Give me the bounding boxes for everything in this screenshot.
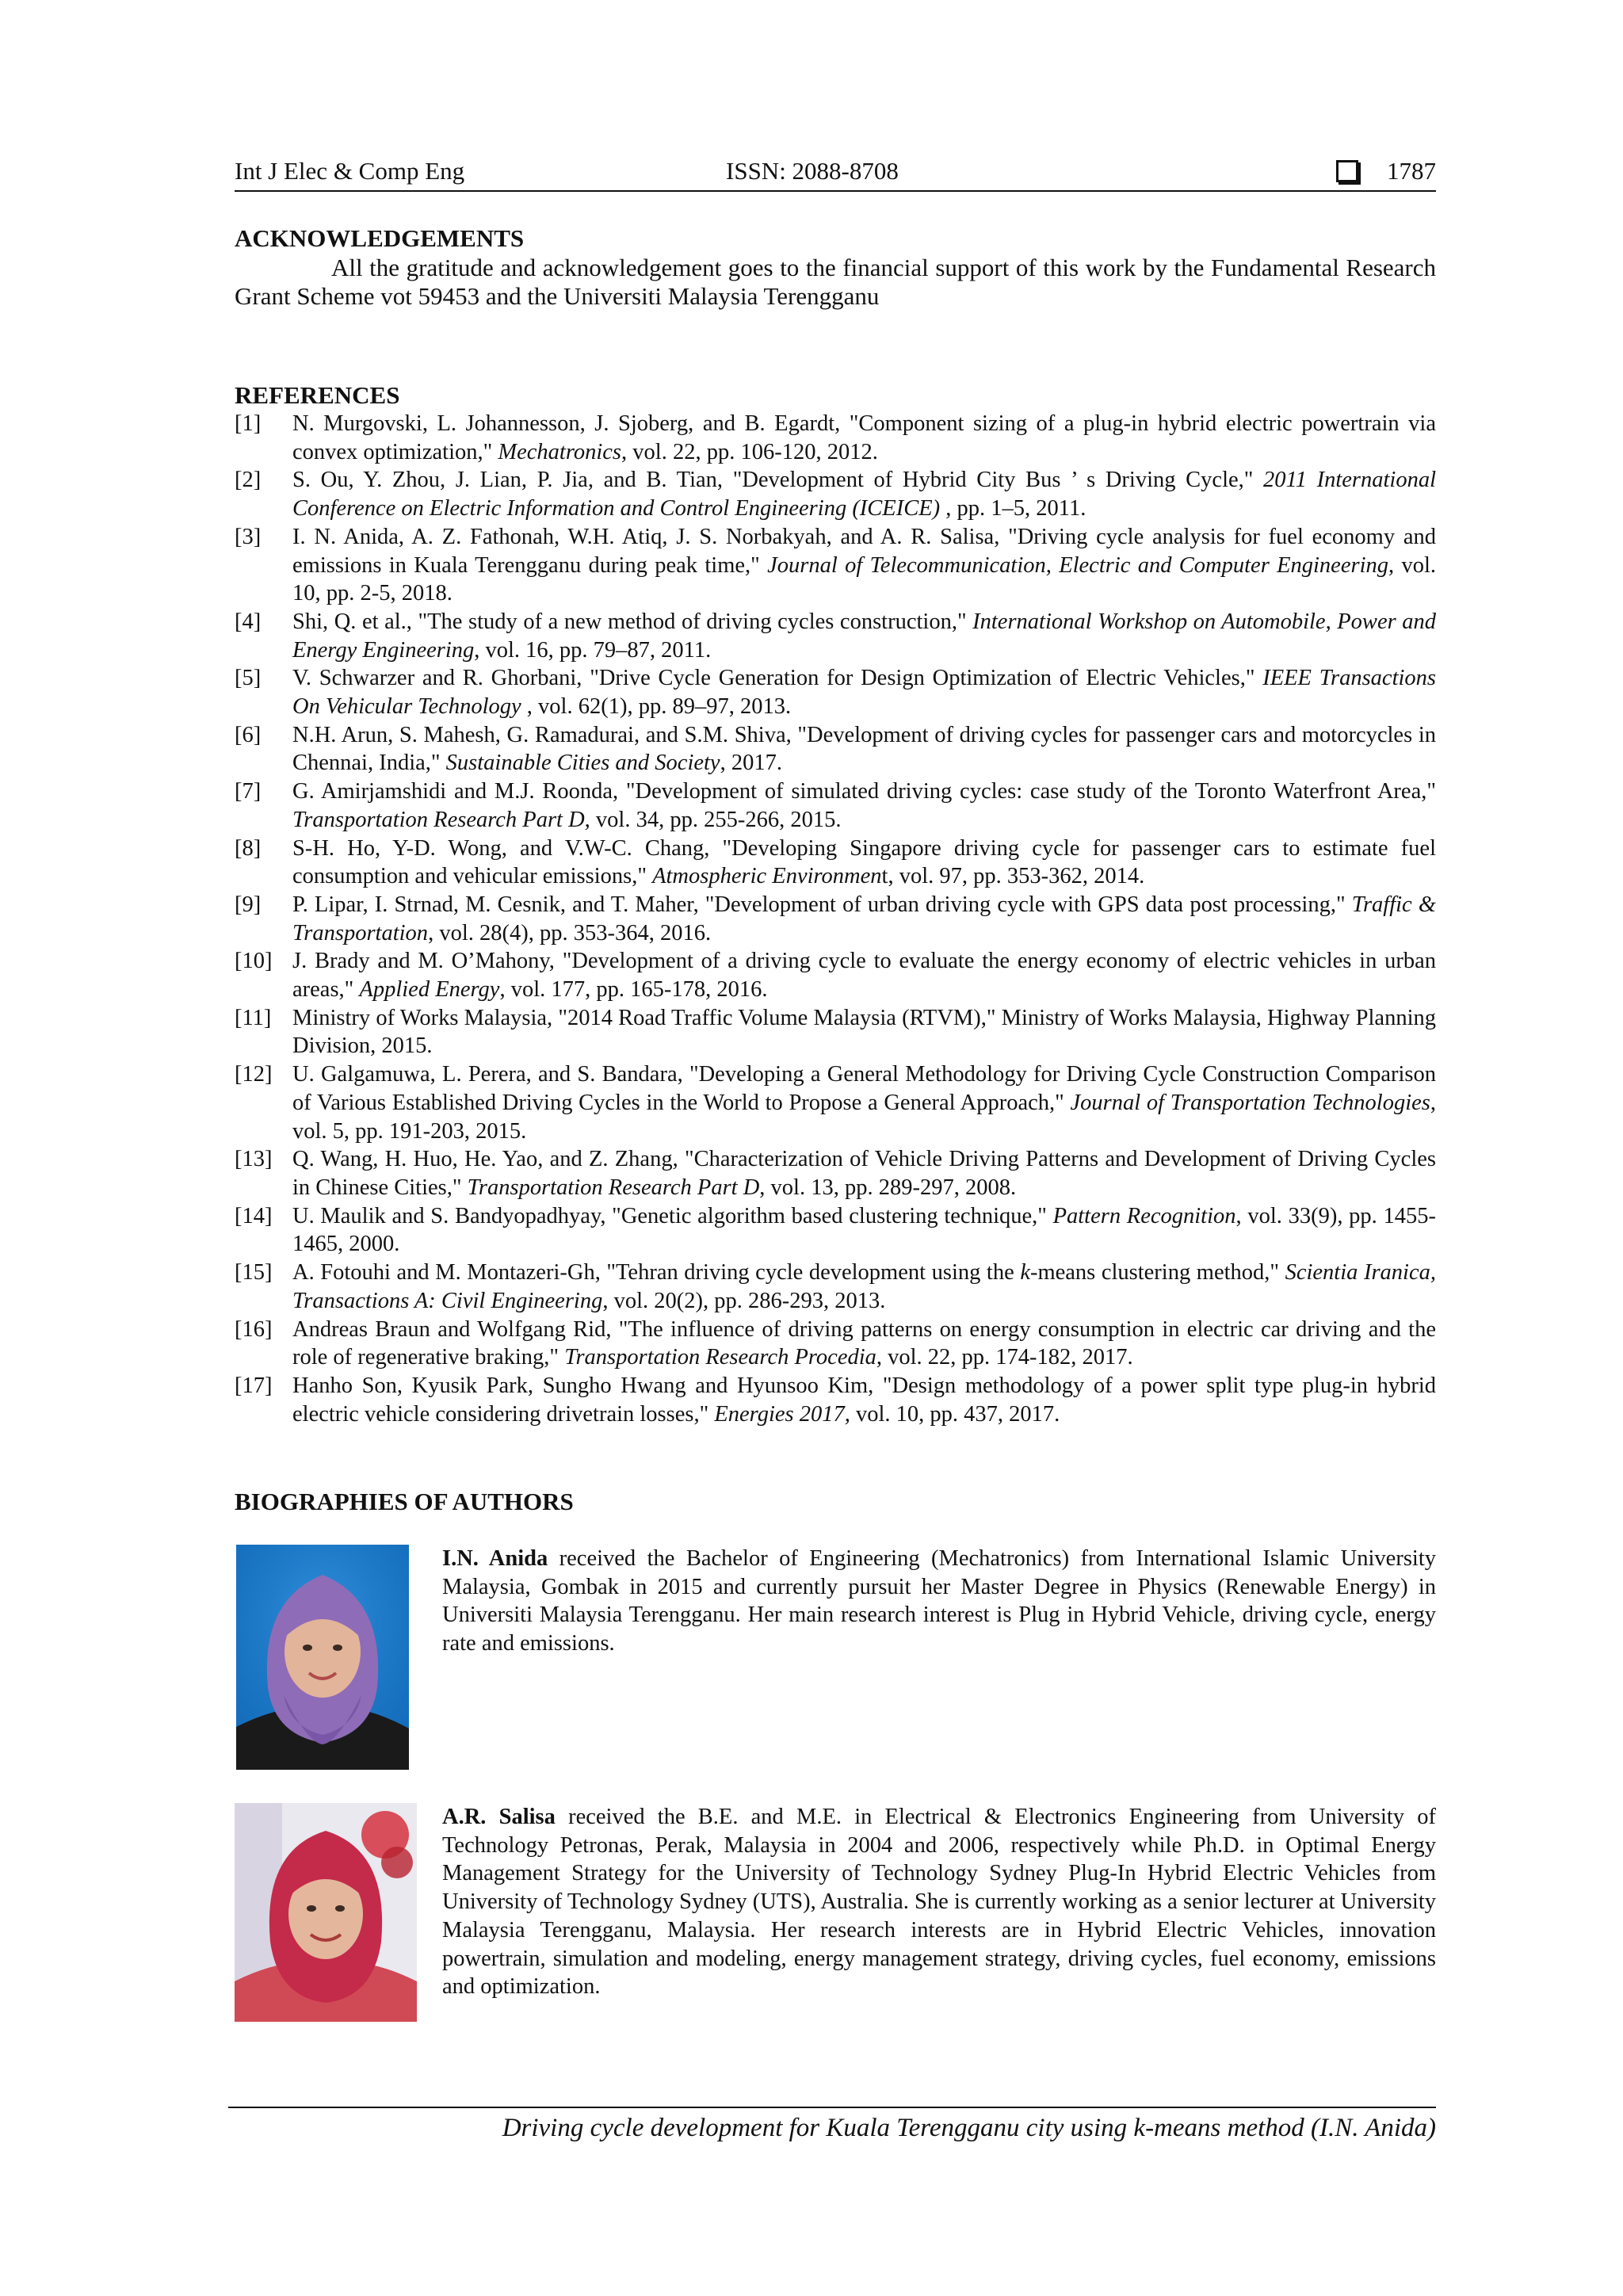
journal-name: Int J Elec & Comp Eng — [235, 157, 465, 185]
portrait-image — [235, 1803, 417, 2022]
reference-item — [235, 466, 1436, 522]
reference-text: G. Amirjamshidi and M.J. Roonda, "Development of simulated driving cycles: case study of the Toronto Waterfront Area," Transportation Research Part D, vol. 34, pp. 255-266, 2015. — [292, 779, 1436, 832]
reference-item — [235, 1004, 1436, 1060]
reference-text: S-H. Ho, Y-D. Wong, and V.W-C. Chang, "Developing Singapore driving cycle for passenger cars to estimate fuel consumption and vehicular emissions," Atmospheric Environment, vol. 97, pp. 353-362, 2014. — [292, 835, 1436, 889]
reference-item — [235, 1145, 1436, 1201]
reference-item — [235, 1060, 1436, 1145]
reference-text: N. Murgovski, L. Johannesson, J. Sjoberg, and B. Egardt, "Component sizing of a plug-in hybrid electric powertrain via convex optimization," Mechatronics, vol. 22, pp. 106-120, 2012. — [292, 411, 1436, 464]
reference-text: U. Galgamuwa, L. Perera, and S. Bandara, "Developing a General Methodology for Driving Cycle Construction Comparison of Various Established Driving Cycles in the World to Propose a General Approach," Journal of Transportation Technologies, vol. 5, pp. 191-203, 2015. — [292, 1062, 1436, 1144]
footer-rule — [228, 2107, 1436, 2108]
reference-item — [235, 1202, 1436, 1259]
references-list — [235, 410, 1436, 1428]
reference-number: [15] — [235, 1260, 273, 1286]
reference-number: [17] — [235, 1373, 273, 1398]
reference-text: Shi, Q. et al., "The study of a new method of driving cycles construction," International Workshop on Automobile, Power and Energy Engineering, vol. 16, pp. 79–87, 2011. — [292, 609, 1436, 663]
checkbox-square-icon — [1336, 160, 1358, 182]
reference-number: [1] — [235, 411, 262, 436]
references-title: REFERENCES — [235, 381, 400, 409]
reference-number: [7] — [235, 779, 262, 804]
reference-number: [4] — [235, 609, 262, 634]
reference-item — [235, 608, 1436, 664]
author-name: I.N. Anida — [442, 1546, 548, 1571]
reference-number: [8] — [235, 835, 262, 861]
reference-text: S. Ou, Y. Zhou, J. Lian, P. Jia, and B. Tian, "Development of Hybrid City Bus ’ s Driving Cycle," 2011 International Conference on Electric Information and Control Engineering (ICEICE) , pp. 1–5, 2011. — [292, 468, 1436, 521]
reference-text: I. N. Anida, A. Z. Fathonah, W.H. Atiq, J. S. Norbakyah, and A. R. Salisa, "Driving cycle analysis for fuel economy and emissions in Kuala Terengganu during peak time," Journal of Telecommunication, Electric and Computer Engineering, vol. 10, pp. 2-5, 2018. — [292, 524, 1436, 606]
reference-number: [14] — [235, 1203, 273, 1228]
reference-item — [235, 721, 1436, 777]
reference-number: [16] — [235, 1316, 273, 1342]
reference-text: U. Maulik and S. Bandyopadhyay, "Genetic algorithm based clustering technique," Pattern Recognition, vol. 33(9), pp. 1455-1465, 2000. — [292, 1203, 1437, 1257]
reference-item — [235, 947, 1436, 1003]
reference-item — [235, 1316, 1436, 1372]
reference-number: [6] — [235, 722, 262, 747]
author-bio-text-2: A.R. Salisa received the B.E. and M.E. in Electrical & Electronics Engineering from University of Technology Petronas, Perak, Malaysia in 2004 and 2006, respectively while Ph.D. in Optimal Energy Management Strategy for the University of Technology Sydney Plug-In Hybrid Electric Vehicles from University of Technology Sydney (UTS), Australia. She is currently working as a senior lecturer at University Malaysia Terengganu, Malaysia. Her research interests are in Hybrid Electric Vehicles, innovation powertrain, simulation and modeling, energy management strategy, driving cycles, fuel economy, emissions and optimization. — [442, 1805, 1436, 2000]
biographies-title: BIOGRAPHIES OF AUTHORS — [235, 1488, 574, 1515]
acknowledgements-title: ACKNOWLEDGEMENTS — [235, 224, 525, 252]
reference-item — [235, 835, 1436, 891]
reference-number: [11] — [235, 1005, 272, 1030]
reference-number: [13] — [235, 1147, 273, 1172]
page-number: 1787 — [1387, 157, 1436, 185]
portrait-image — [236, 1545, 409, 1770]
running-footer: Driving cycle development for Kuala Terengganu city using k-means method (I.N. Anida) — [502, 2114, 1436, 2142]
author-name: A.R. Salisa — [442, 1805, 556, 1829]
reference-text: Ministry of Works Malaysia, "2014 Road Traffic Volume Malaysia (RTVM)," Ministry of Works Malaysia, Highway Planning Division, 2015. — [292, 1005, 1436, 1059]
reference-number: [12] — [235, 1062, 273, 1087]
reference-item — [235, 777, 1436, 834]
page-number-group — [1336, 155, 1436, 187]
reference-item — [235, 410, 1436, 466]
author-bio-text-1: I.N. Anida received the Bachelor of Engineering (Mechatronics) from International Islamic University Malaysia, Gombak in 2015 and currently pursuit her Master Degree in Physics (Renewable Energy) in Universiti Malaysia Terengganu. Her main research interest is Plug in Hybrid Vehicle, driving cycle, energy rate and emissions. — [442, 1546, 1436, 1656]
reference-text: J. Brady and M. O’Mahony, "Development of a driving cycle to evaluate the energy economy of electric vehicles in urban areas," Applied Energy, vol. 177, pp. 165-178, 2016. — [292, 949, 1436, 1003]
reference-text: N.H. Arun, S. Mahesh, G. Ramadurai, and S.M. Shiva, "Development of driving cycles for passenger cars and motorcycles in Chennai, India," Sustainable Cities and Society, 2017. — [292, 722, 1436, 776]
reference-number: [2] — [235, 468, 262, 493]
reference-text: A. Fotouhi and M. Montazeri-Gh, "Tehran driving cycle development using the k-means clustering method," Scientia Iranica, Transactions A: Civil Engineering, vol. 20(2), pp. 286-293, 2013. — [292, 1260, 1436, 1313]
reference-text: Hanho Son, Kyusik Park, Sungho Hwang and Hyunsoo Kim, "Design methodology of a power split type plug-in hybrid electric vehicle considering drivetrain losses," Energies 2017, vol. 10, pp. 437, 2017. — [292, 1373, 1436, 1427]
reference-number: [3] — [235, 524, 262, 549]
reference-item — [235, 1372, 1436, 1428]
author-photo-anida — [236, 1545, 409, 1770]
author-photo-salisa — [235, 1803, 417, 2022]
reference-number: [9] — [235, 892, 262, 917]
reference-item — [235, 891, 1436, 947]
reference-number: [5] — [235, 666, 262, 691]
reference-item — [235, 1259, 1436, 1315]
header-rule — [235, 190, 1436, 192]
running-header — [235, 155, 1436, 192]
acknowledgements-text: All the gratitude and acknowledgement goes to the financial support of this work by the Fundamental Research Grant Scheme vot 59453 and the Universiti Malaysia Terengganu — [235, 254, 1436, 310]
reference-text: Q. Wang, H. Huo, He. Yao, and Z. Zhang, "Characterization of Vehicle Driving Patterns and Development of Driving Cycles in Chinese Cities," Transportation Research Part D, vol. 13, pp. 289-297, 2008. — [292, 1147, 1436, 1200]
reference-text: P. Lipar, I. Strnad, M. Cesnik, and T. Maher, "Development of urban driving cycle with GPS data post processing," Traffic & Transportation, vol. 28(4), pp. 353-364, 2016. — [292, 892, 1436, 946]
reference-item — [235, 664, 1436, 720]
reference-text: V. Schwarzer and R. Ghorbani, "Drive Cycle Generation for Design Optimization of Electric Vehicles," IEEE Transactions On Vehicular Technology , vol. 62(1), pp. 89–97, 2013. — [292, 666, 1436, 720]
reference-text: Andreas Braun and Wolfgang Rid, "The influence of driving patterns on energy consumption in electric car driving and the role of regenerative braking," Transportation Research Procedia, vol. 22, pp. 174-182, 2017. — [292, 1316, 1436, 1370]
reference-number: [10] — [235, 949, 273, 974]
reference-item — [235, 523, 1436, 608]
issn: ISSN: 2088-8708 — [726, 157, 899, 185]
